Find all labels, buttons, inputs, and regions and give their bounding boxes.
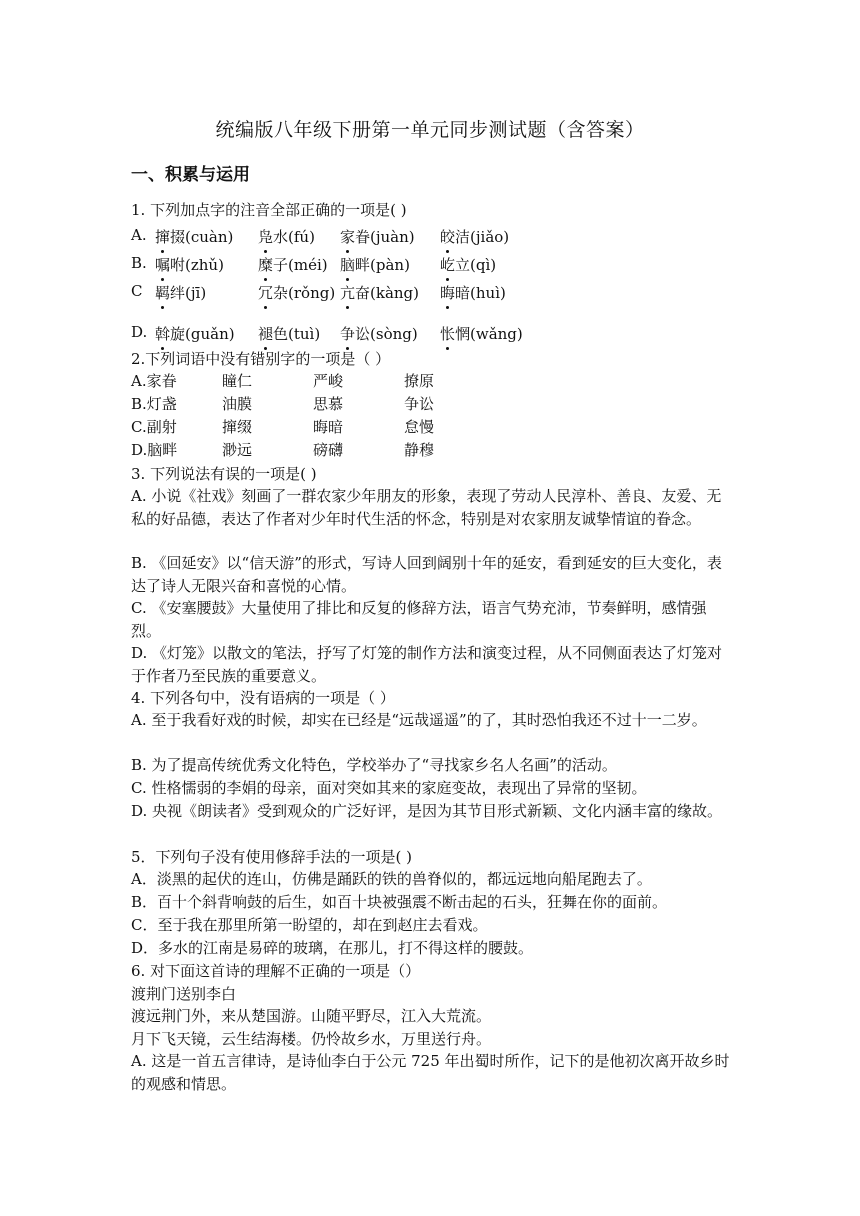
emphasis-dot-char: 亢 — [340, 284, 356, 302]
emphasis-dot-char: 糜 — [258, 256, 274, 274]
q6-stem: 6. 对下面这首诗的理解不正确的一项是（） — [131, 962, 421, 980]
emphasis-dot-char: 怅 — [440, 325, 456, 343]
q2-word-cell: A.家眷 — [131, 372, 177, 390]
q2-word-cell: 渺远 — [222, 441, 253, 459]
emphasis-dot-char: 皎 — [440, 228, 456, 246]
q3-option-d: D. 《灯笼》以散文的笔法，抒写了灯笼的制作方法和演变过程，从不同侧面表达了灯笼对于作者乃至民族的重要意义。 — [131, 644, 723, 685]
emphasis-dot-char: 脑 — [340, 256, 356, 274]
q1-option-a-word: 家眷(juàn) — [340, 228, 415, 246]
q4-stem: 4. 下列各句中，没有语病的一项是（ ） — [131, 689, 395, 707]
q1-option-c-word: 冗杂(rǒng) — [258, 284, 336, 302]
q4-option-d: D. 央视《朗读者》受到观众的广泛好评，是因为其节目形式新颖、文化内涵丰富的缘故。 — [131, 802, 723, 820]
emphasis-dot-char: 褪 — [258, 325, 274, 343]
q5-stem: 5．下列句子没有使用修辞手法的一项是( ) — [131, 848, 413, 866]
q1-option-d-word: 争讼(sòng) — [340, 325, 418, 343]
q2-word-cell: 怠慢 — [404, 418, 435, 436]
q1-option-a-word: 撺掇(cuàn) — [155, 228, 234, 246]
q1-option-b-word: 嘱咐(zhǔ) — [155, 256, 224, 274]
q1-option-c-word: 羁绊(jī) — [155, 284, 207, 302]
q2-stem: 2.下列词语中没有错别字的一项是（ ） — [131, 350, 391, 368]
emphasis-dot-char: 屹 — [440, 256, 456, 274]
emphasis-dot-char: 家 — [340, 228, 356, 246]
q2-word-cell: B.灯盏 — [131, 395, 177, 413]
q1-option-c-label: C — [131, 282, 143, 300]
q3-option-a: A. 小说《社戏》刻画了一群农家少年朋友的形象，表现了劳动人民淳朴、善良、友爱、无私的好品德，表达了作者对少年时代生活的怀念，特别是对农家朋友诚挚情谊的眷念。 — [131, 487, 722, 528]
q1-option-c-word: 亢奋(kàng) — [340, 284, 420, 302]
q2-word-cell: 撺缀 — [222, 418, 253, 436]
q5-option-d: D．多水的江南是易碎的玻璃，在那儿，打不得这样的腰鼓。 — [131, 939, 534, 957]
q4-option-c: C. 性格懦弱的李娟的母亲，面对突如其来的家庭变故，表现出了异常的坚韧。 — [131, 779, 647, 797]
q4-option-b: B. 为了提高传统优秀文化特色，学校举办了“寻找家乡名人名画”的活动。 — [131, 756, 617, 774]
q1-option-d-word: 褪色(tuì) — [258, 325, 321, 343]
q1-option-d-label: D. — [131, 323, 148, 341]
q1-stem: 1. 下列加点字的注音全部正确的一项是( ) — [131, 201, 407, 219]
q5-option-c: C．至于我在那里所第一盼望的，却在到赵庄去看戏。 — [131, 916, 488, 934]
q1-option-d-word: 怅惘(wǎng) — [440, 325, 523, 343]
q3-stem: 3. 下列说法有误的一项是( ) — [131, 465, 317, 483]
q3-option-b: B. 《回延安》以“信天游”的形式，写诗人回到阔别十年的延安，看到延安的巨大变化，表达了诗人无限兴奋和喜悦的心情。 — [131, 554, 722, 595]
q3-option-c: C. 《安塞腰鼓》大量使用了排比和反复的修辞方法，语言气势充沛，节奏鲜明，感情强烈。 — [131, 599, 707, 640]
poem-title: 渡荆门送别李白 — [131, 985, 237, 1003]
document-title: 统编版八年级下册第一单元同步测试题（含答案） — [215, 119, 645, 141]
q2-word-cell: 油膜 — [222, 395, 253, 413]
q1-option-a-word: 凫水(fú) — [258, 228, 315, 246]
section-heading: 一、积累与运用 — [131, 165, 250, 185]
q1-option-b-word: 脑畔(pàn) — [340, 256, 410, 274]
emphasis-dot-char: 冗 — [258, 284, 274, 302]
emphasis-dot-char: 撺 — [155, 228, 171, 246]
q1-option-b-word: 糜子(méi) — [258, 256, 328, 274]
q6-option-a: A. 这是一首五言律诗，是诗仙李白于公元 725 年出蜀时所作，记下的是他初次离开故乡时的观感和情思。 — [131, 1052, 730, 1093]
q1-option-c-word: 晦暗(huì) — [440, 284, 506, 302]
q2-word-cell: C.副射 — [131, 418, 177, 436]
emphasis-dot-char: 争 — [340, 325, 356, 343]
q2-word-cell: 争讼 — [404, 395, 435, 413]
emphasis-dot-char: 斡 — [155, 325, 171, 343]
q2-word-cell: 严峻 — [313, 372, 344, 390]
emphasis-dot-char: 晦 — [440, 284, 456, 302]
q1-option-a-word: 皎洁(jiǎo) — [440, 228, 510, 246]
q4-option-a: A. 至于我看好戏的时候，却实在已经是“远哉遥遥”的了，其时恐怕我还不过十一二岁。 — [131, 711, 707, 729]
q1-option-b-label: B. — [131, 254, 147, 272]
poem-line-1: 渡远荆门外，来从楚国游。山随平野尽，江入大荒流。 — [131, 1007, 492, 1025]
q5-option-b: B．百十个斜背响鼓的后生，如百十块被强震不断击起的石头，狂舞在你的面前。 — [131, 893, 668, 911]
q2-word-cell: 静穆 — [404, 441, 435, 459]
q1-option-a-label: A. — [131, 226, 147, 244]
q2-word-cell: 思慕 — [313, 395, 344, 413]
poem-line-2: 月下飞天镜，云生结海楼。仍怜故乡水，万里送行舟。 — [131, 1030, 492, 1048]
q5-option-a: A．淡黑的起伏的连山，仿佛是踊跃的铁的兽脊似的，都远远地向船尾跑去了。 — [131, 870, 652, 888]
emphasis-dot-char: 凫 — [258, 228, 274, 246]
q1-option-b-word: 屹立(qì) — [440, 256, 497, 274]
emphasis-dot-char: 羁 — [155, 284, 171, 302]
q2-word-cell: D.脑畔 — [131, 441, 178, 459]
q2-word-cell: 撩原 — [404, 372, 435, 390]
q2-word-cell: 磅礴 — [313, 441, 344, 459]
q1-option-d-word: 斡旋(guǎn) — [155, 325, 235, 343]
q2-word-cell: 晦暗 — [313, 418, 344, 436]
emphasis-dot-char: 嘱 — [155, 256, 171, 274]
q2-word-cell: 瞳仁 — [222, 372, 253, 390]
